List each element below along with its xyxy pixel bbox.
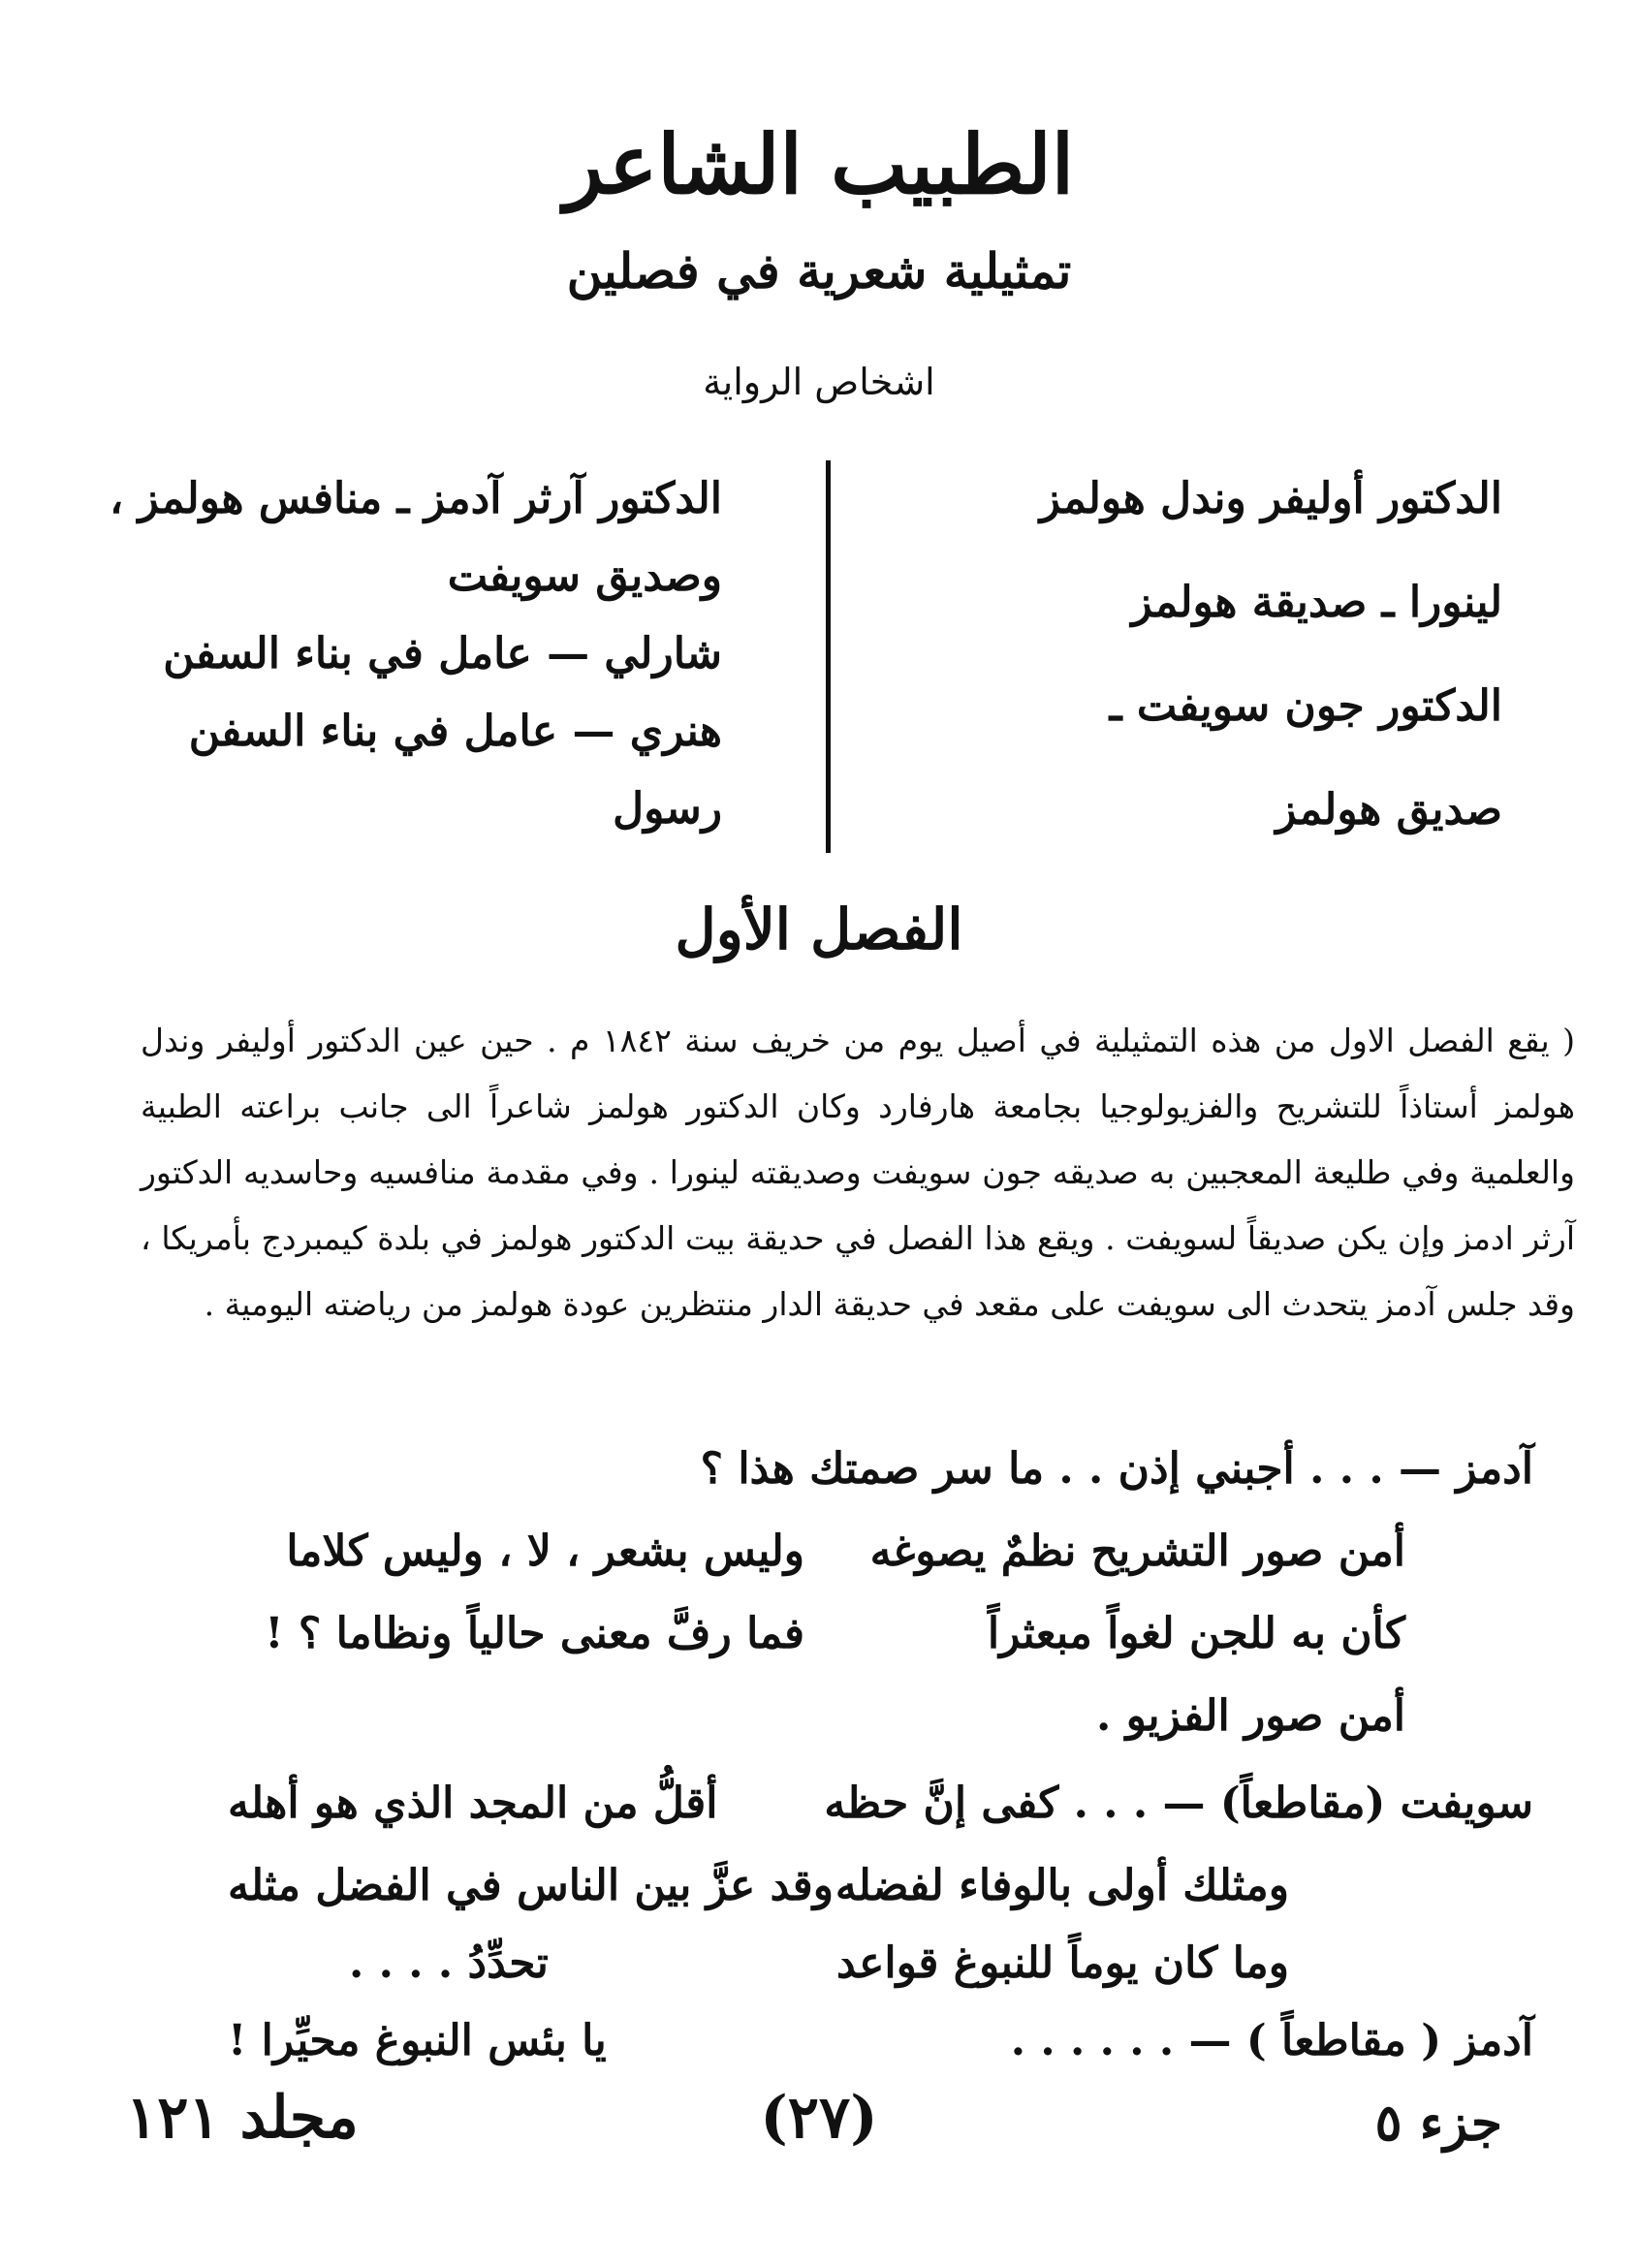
verse-hemistich: أمن صور التشريح نظمٌ يصوغه [869,1527,1405,1576]
act-heading: الفصل الأول [675,897,963,962]
verse-hemistich: وما كان يوماً للنبوغ قواعد [836,1938,1289,1988]
column-divider [826,460,831,853]
verse-hemistich: وليس بشعر ، لا ، وليس كلاما [286,1527,804,1576]
cast-entry: الدكتور أوليفر وندل هولمز [1039,474,1502,523]
dialogue-line: آدمز — . . . أجبني إذن . . ما سر صمتك هذا ؟ [700,1444,1533,1494]
verse-hemistich: ومثلك أولى بالوفاء لفضله [835,1861,1289,1910]
cast-entry: الدكتور جون سويفت ـ [1109,681,1502,731]
cast-entry: شارلي — عامل في بناء السفن [163,629,722,678]
verse-hemistich: يا بئس النبوغ محيِّرا ! [228,2016,607,2065]
cast-entry: رسول [613,784,722,834]
cast-entry: وصديق سويفت [447,551,722,601]
footer-page-number: (٢٧) [760,2084,878,2152]
dialogue-line: سويفت (مقاطعاً) — . . . كفى إنَّ حظه [824,1779,1533,1828]
cast-list-left [44,465,722,853]
cast-heading: اشخاص الرواية [703,361,935,403]
verse-hemistich: أمن صور الفزيو . [1095,1691,1405,1741]
stage-direction: ( يقع الفصل الاول من هذه التمثيلية في أصيل يوم من خريف سنة ١٨٤٢ م . حين عين الدكتور أوليفر وندل هولمز أستاذاً للتشريح والفزيولوجيا بجامعة هارفارد وكان الدكتور هولمز شاعراً الى جانب براعته الطبية والعلمية وفي طليعة المعجبين به صديقه جون سويفت وصديقته لينورا . وفي مقدمة منافسيه وحاسديه الدكتور آرثر ادمز وإن يكن صديقاً لسويفت . ويقع هذا الفصل في حديقة بيت الدكتور هولمز في بلدة كيمبردج بأمريكا ، وقد جلس آدمز يتحدث الى سويفت على مقعد في حديقة الدار منتظرين عودة هولمز من رياضته اليومية . [141,1022,1575,1323]
cast-entry: لينورا ـ صديقة هولمز [1131,578,1502,627]
page-title: الطبيب الشاعر [563,116,1075,212]
footer-volume-number: مجلد ١٢١ [126,2084,359,2152]
verse-hemistich: فما رفَّ معنى حالياً ونظاما ؟ ! [265,1609,804,1658]
footer-part-number: جزء ٥ [1374,2094,1502,2153]
page-subtitle: تمثيلية شعرية في فصلين [566,242,1072,299]
cast-list-right [814,465,1502,880]
verse-hemistich: تحدِّدُ . . . . [349,1938,549,1988]
verse-hemistich: كأن به للجن لغواً مبعثراً [987,1609,1405,1658]
cast-entry: هنري — عامل في بناء السفن [188,707,722,756]
cast-entry: صديق هولمز [1276,785,1502,835]
dialogue-line: آدمز ( مقاطعاً ) — . . . . . . [1010,2016,1533,2065]
verse-hemistich: وقد عزَّ بين الناس في الفضل مثله [228,1861,834,1910]
cast-entry: الدكتور آرثر آدمز ـ منافس هولمز ، [109,474,722,523]
verse-hemistich: أقلُّ من المجد الذي هو أهله [228,1779,718,1828]
